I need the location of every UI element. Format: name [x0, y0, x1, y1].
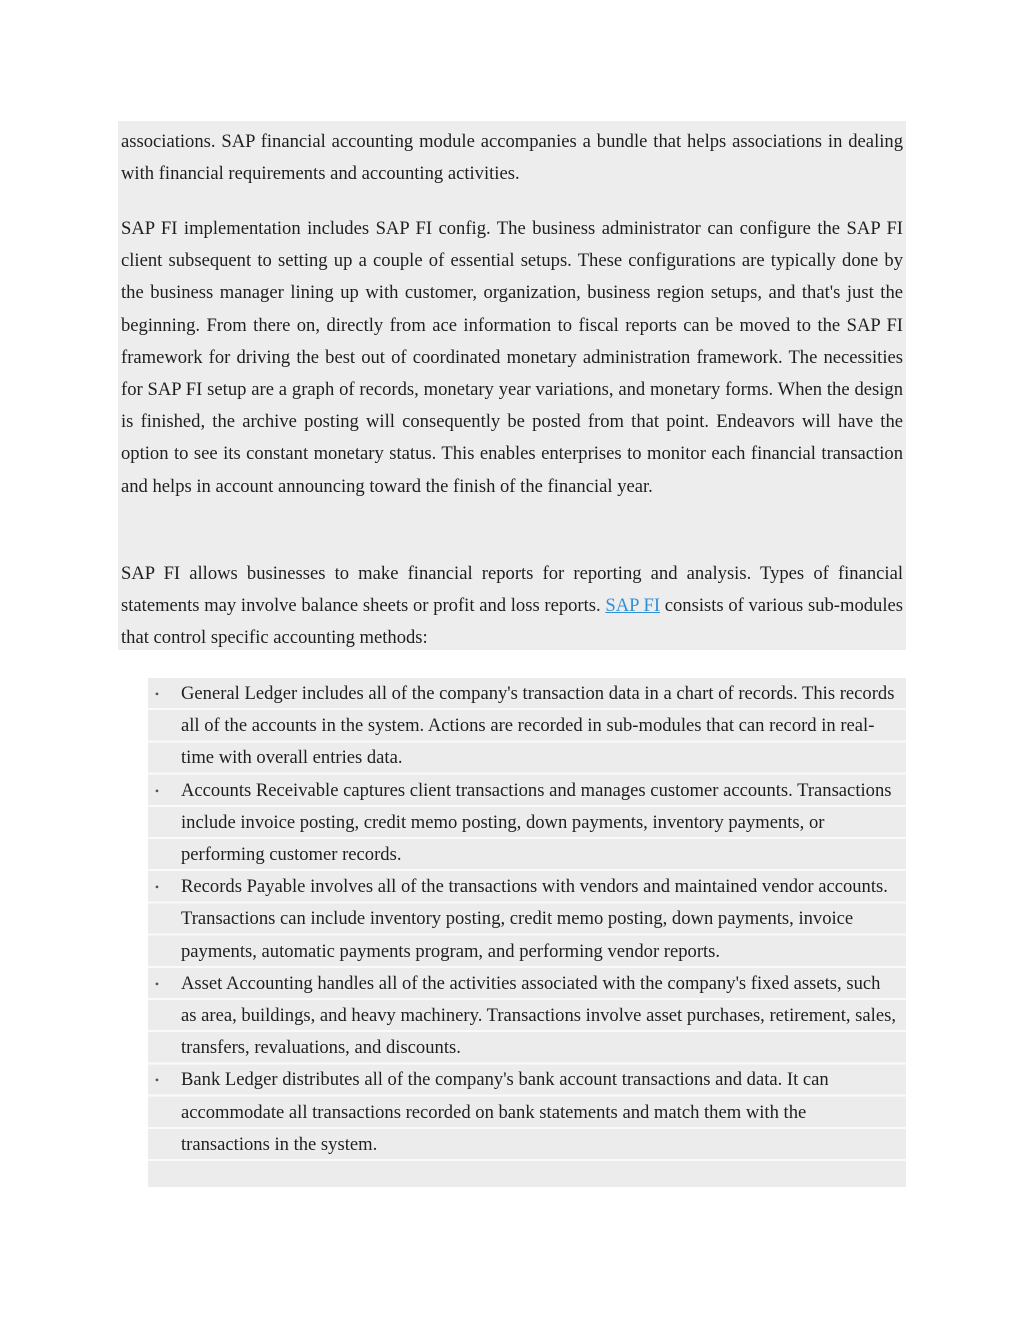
paragraph-intro-continuation: associations. SAP financial accounting module accompanies a bundle that helps associations in dealing with financial requirements and accounting activities.	[121, 131, 903, 185]
paragraph-text-after-link: consists of various sub-modules that control specific accounting methods:	[121, 595, 903, 649]
paragraph-sap-fi-implementation: SAP FI implementation includes SAP FI config. The business administrator can configure the SAP FI client subsequent to setting up a couple of essential setups. These configurations are typically done by the business manager lining up with customer, organization, business region setups, and that's just the beginning. From there on, directly from ace information to fiscal reports can be moved to the SAP FI framework for driving the best out of coordinated monetary administration framework. The necessities for SAP FI setup are a graph of records, monetary year variations, and monetary forms. When the design is finished, the archive posting will consequently be posted from that point. Endeavors will have the option to see its constant monetary status. This enables enterprises to monitor each financial transaction and helps in account announcing toward the finish of the financial year.	[121, 218, 903, 497]
list-item-bank-ledger	[148, 1064, 906, 1161]
sap-fi-link[interactable]: SAP FI	[605, 595, 661, 617]
list-item-accounts-receivable	[148, 775, 906, 872]
list-item-asset-accounting	[148, 968, 906, 1065]
paragraph-text-before-link: SAP FI allows businesses to make financial reports for reporting and analysis. Types of financial statements may involve balance sheets or profit and loss reports.	[121, 563, 903, 617]
sub-module-list	[148, 678, 906, 1187]
paragraph-sap-fi-reports	[121, 558, 903, 655]
list-item-text: Accounts Receivable captures client transactions and manages customer accounts. Transactions include invoice posting, credit memo posting, down payments, inventory payments, or performing customer records.	[181, 779, 892, 866]
list-item-text: Asset Accounting handles all of the activities associated with the company's fixed assets, such as area, buildings, and heavy machinery. Transactions involve asset purchases, retirement, sales, transfers, revaluations, and discounts.	[181, 972, 896, 1059]
bullet-icon: •	[154, 880, 160, 895]
list-item-general-ledger	[148, 678, 906, 775]
bullet-icon: •	[154, 783, 160, 798]
bullet-icon: •	[154, 687, 160, 701]
bullet-icon: •	[154, 976, 160, 991]
list-item-text: Bank Ledger distributes all of the company's bank account transactions and data. It can accommodate all transactions recorded on bank statements and match them with the transactions in the system.	[181, 1069, 829, 1155]
list-item-records-payable	[148, 871, 906, 968]
list-item-text: General Ledger includes all of the company's transaction data in a chart of records. This records all of the accounts in the system. Actions are recorded in sub-modules that can record in real-time with overall entries data.	[181, 683, 895, 769]
bullet-icon: •	[154, 1073, 160, 1088]
list-item-text: Records Payable involves all of the transactions with vendors and maintained vendor accounts. Transactions can include inventory posting, credit memo posting, down payments, invoice payments, automatic payments program, and performing vendor reports.	[181, 876, 888, 962]
